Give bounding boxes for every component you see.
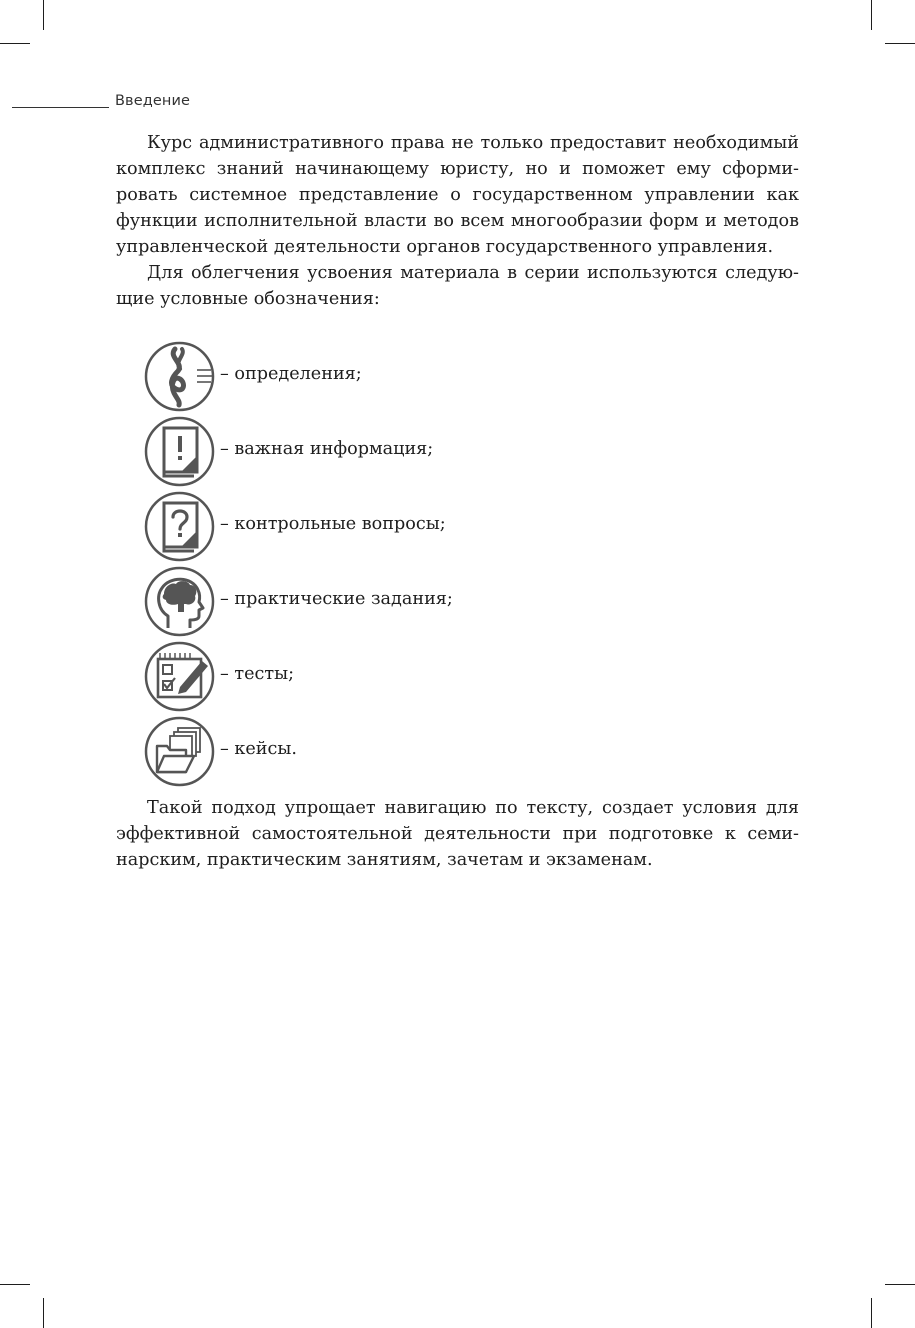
legend-label: – практические задания; bbox=[220, 589, 453, 609]
intro-text bbox=[116, 130, 799, 312]
running-head-rule bbox=[12, 107, 109, 108]
legend-label: – контрольные вопросы; bbox=[220, 514, 446, 534]
legend-label: – кейсы. bbox=[220, 739, 297, 759]
legend-item-practical bbox=[144, 566, 644, 636]
question-icon bbox=[144, 491, 215, 562]
head-brain-icon bbox=[144, 566, 215, 637]
crop-mark-bottom-right-vertical bbox=[871, 1298, 872, 1328]
important-info-icon bbox=[144, 416, 215, 487]
legend-item-questions bbox=[144, 491, 644, 561]
intro-paragraph: Для облегчения усвоения материала в серии используются следующие условные обозначения: bbox=[116, 263, 799, 309]
intro-paragraph: Курс административного права не только предоставит необходимый комплекс знаний начинающему юристу, но и поможет ему сформировать системное представление о государственном управлении как функции исполнительной власти во всем многообразии форм и методов управленческой деятельности органов государственного управления. bbox=[116, 133, 799, 257]
legend-item-important bbox=[144, 416, 644, 486]
legend-item-definitions bbox=[144, 341, 644, 411]
legend-label: – тесты; bbox=[220, 664, 295, 684]
crop-mark-top-right-horizontal bbox=[885, 43, 915, 44]
definition-knot-icon bbox=[144, 341, 215, 412]
legend-item-cases bbox=[144, 716, 644, 786]
crop-mark-bottom-left-vertical bbox=[43, 1298, 44, 1328]
running-head: Введение bbox=[115, 93, 190, 109]
folder-documents-icon bbox=[144, 716, 215, 787]
legend-item-tests bbox=[144, 641, 644, 711]
crop-mark-bottom-right-horizontal bbox=[885, 1284, 915, 1285]
crop-mark-top-left-horizontal bbox=[0, 43, 30, 44]
outro-text bbox=[116, 795, 799, 873]
outro-paragraph: Такой подход упрощает навигацию по тексту, создает условия для эффективной самостоятельной деятельности при подготовке к семинарским, практическим занятиям, зачетам и экзаменам. bbox=[116, 798, 799, 870]
checklist-pencil-icon bbox=[144, 641, 215, 712]
legend-label: – важная информация; bbox=[220, 439, 434, 459]
crop-mark-bottom-left-horizontal bbox=[0, 1284, 30, 1285]
crop-mark-top-left-vertical bbox=[43, 0, 44, 30]
legend-label: – определения; bbox=[220, 364, 362, 384]
crop-mark-top-right-vertical bbox=[871, 0, 872, 30]
